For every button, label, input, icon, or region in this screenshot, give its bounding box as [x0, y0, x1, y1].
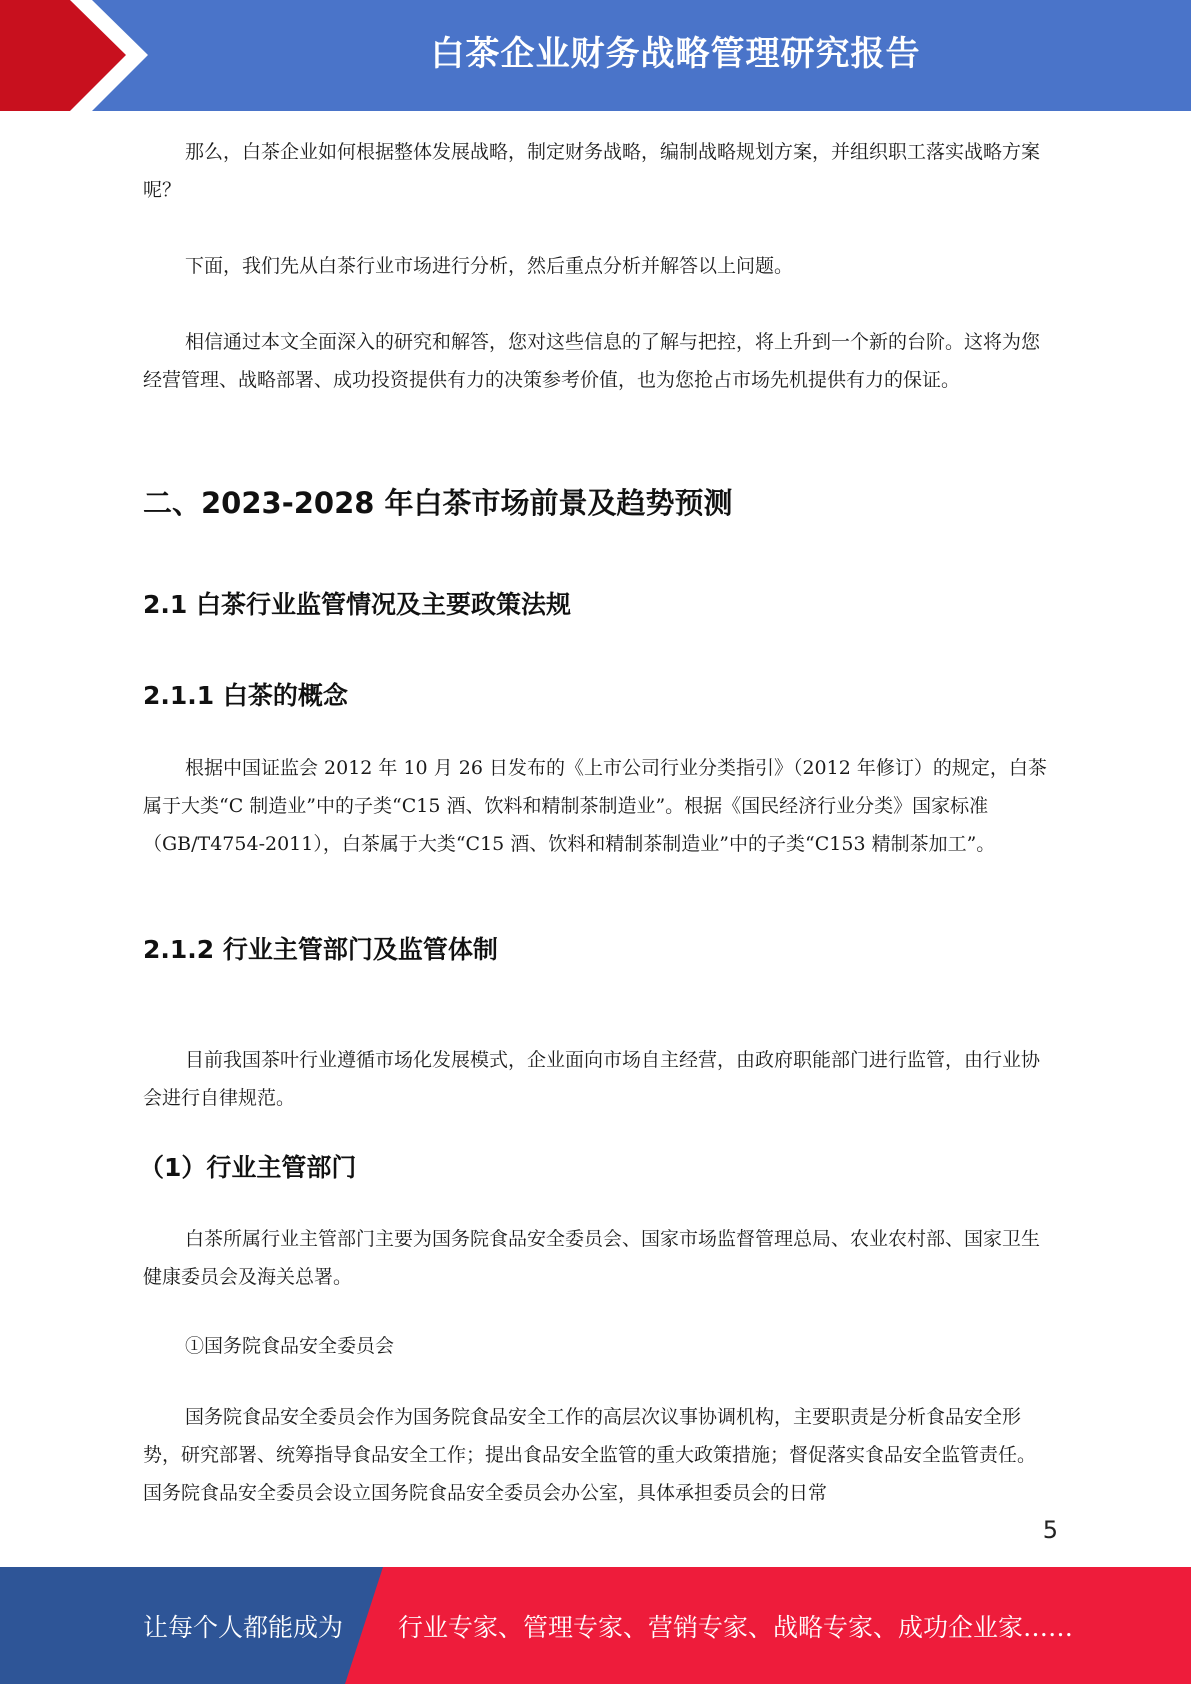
- page-header: [0, 0, 1191, 111]
- paragraph-value-statement: 相信通过本文全面深入的研究和解答，您对这些信息的了解与把控，将上升到一个新的台阶。这将为您经营管理、战略部署、成功投资提供有力的决策参考价值，也为您抢占市场先机提供有力的保证。: [143, 331, 1041, 391]
- paragraph-authorities-list: 白茶所属行业主管部门主要为国务院食品安全委员会、国家市场监督管理总局、农业农村部、国家卫生健康委员会及海关总署。: [143, 1228, 1041, 1288]
- paragraph-analysis-plan: 下面，我们先从白茶行业市场进行分析，然后重点分析并解答以上问题。: [185, 255, 794, 277]
- footer-slogan-right: 行业专家、管理专家、营销专家、战略专家、成功企业家……: [398, 1613, 1074, 1642]
- paragraph-committee-duties: 国务院食品安全委员会作为国务院食品安全工作的高层次议事协调机构，主要职责是分析食品安全形势，研究部署、统筹指导食品安全工作；提出食品安全监管的重大政策措施；督促落实食品安全监管责任。国务院食品安全委员会设立国务院食品安全委员会办公室，具体承担委员会的日常: [143, 1406, 1037, 1504]
- paragraph-white-tea-concept: 根据中国证监会 2012 年 10 月 26 日发布的《上市公司行业分类指引》（2012 年修订）的规定，白茶属于大类“C 制造业”中的子类“C15 酒、饮料和精制茶制造业”。根据《国民经济行业分类》国家标准（GB/T4754-2011），白茶属于大类“C15 酒、饮料和精制茶制造业”中的子类“C153 精制茶加工”。: [143, 757, 1047, 855]
- footer-slogan-left: 让每个人都能成为: [143, 1613, 344, 1642]
- paragraph-intro-question: 那么，白茶企业如何根据整体发展战略，制定财务战略，编制战略规划方案，并组织职工落实战略方案呢？: [143, 141, 1041, 201]
- page-number: 5: [1042, 1516, 1058, 1544]
- section-heading-authorities: （1）行业主管部门: [139, 1153, 357, 1182]
- section-heading-2: 二、2023-2028 年白茶市场前景及趋势预测: [143, 486, 733, 520]
- report-title: 白茶企业财务战略管理研究报告: [430, 34, 921, 74]
- section-heading-2-1-2: 2.1.2 行业主管部门及监管体制: [143, 935, 498, 964]
- section-heading-2-1-1: 2.1.1 白茶的概念: [143, 681, 348, 710]
- page-footer: [0, 1567, 1191, 1684]
- paragraph-item-food-safety-committee: ①国务院食品安全委员会: [185, 1335, 395, 1357]
- paragraph-regulatory-model: 目前我国茶叶行业遵循市场化发展模式，企业面向市场自主经营，由政府职能部门进行监管，由行业协会进行自律规范。: [143, 1049, 1041, 1109]
- section-heading-2-1: 2.1 白茶行业监管情况及主要政策法规: [143, 590, 571, 619]
